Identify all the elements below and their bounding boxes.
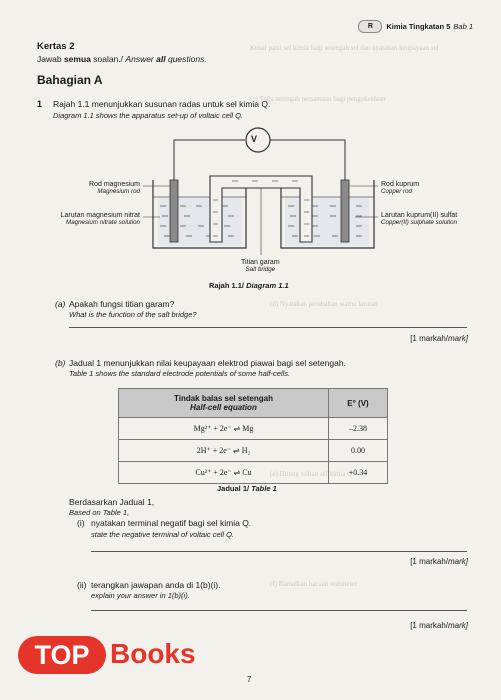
mark-a: [1 markah/mark] <box>410 334 468 343</box>
potential-cell: 0.00 <box>329 440 388 462</box>
show-through-text: (e) Hitung voltan sel kimia Q <box>270 470 353 478</box>
diagram-caption: Rajah 1.1/ Diagram 1.1 <box>209 281 289 290</box>
question-bii-label: (ii) <box>77 580 87 590</box>
based-on-ms: Berdasarkan Jadual 1, <box>69 497 155 507</box>
equation-cell: 2H⁺ + 2e⁻ ⇌ H₂ <box>119 440 329 462</box>
topbooks-logo: TOP Books <box>18 630 178 680</box>
table-row <box>119 462 388 484</box>
table-caption: Jadual 1/ Table 1 <box>217 484 277 493</box>
paper-instruction: Jawab semua soalan./ Answer all questions. <box>37 54 207 64</box>
equation-cell: Cu²⁺ + 2e⁻ ⇌ Cu <box>119 462 329 484</box>
copper-sulphate-label: Larutan kuprum(II) sulfat Copper(II) sulphate solution <box>381 212 458 226</box>
potential-cell: +0.34 <box>329 462 388 484</box>
table-header-equation: Tindak balas sel setengah Half-cell equation <box>119 389 329 418</box>
question-a-label: (a) <box>55 299 66 309</box>
question-bi-text-en: state the negative terminal of voltaic cell Q. <box>91 530 234 539</box>
question-b-text-en: Table 1 shows the standard electrode potentials of some half-cells. <box>69 369 291 378</box>
potential-cell: –2.38 <box>329 418 388 440</box>
show-through-text: Kenal pasti sel kimia bagi setengah sel dan nyatakan keupayaan sel <box>250 44 439 52</box>
section-title: Bahagian A <box>37 73 103 87</box>
question-a-text-en: What is the function of the salt bridge? <box>69 310 197 319</box>
magnesium-rod <box>170 180 178 242</box>
voltmeter <box>246 128 270 152</box>
table-header-potential: E° (V) <box>329 389 388 418</box>
question-number: 1 <box>37 99 43 109</box>
voltaic-cell-diagram <box>0 0 501 300</box>
show-through-text: (f) Ramalkan bacaan voltmeter <box>270 580 357 588</box>
chapter-label: Bab 1 <box>453 21 473 31</box>
question-bi-text-ms: nyatakan terminal negatif bagi sel kimia Q. <box>91 518 252 528</box>
salt-bridge-label: Titian garam Salt bridge <box>241 259 280 273</box>
answer-line-a[interactable] <box>69 327 467 328</box>
question-text-ms: Rajah 1.1 menunjukkan susunan radas untuk sel kimia Q. <box>53 99 271 109</box>
right-beaker <box>281 180 374 248</box>
question-a-text-ms: Apakah fungsi titian garam? <box>69 299 175 309</box>
paper-title: Kertas 2 <box>37 41 75 52</box>
mark-bii: [1 markah/mark] <box>410 621 468 630</box>
question-b-text-ms: Jadual 1 menunjukkan nilai keupayaan elektrod piawai bagi sel setengah. <box>69 358 346 368</box>
book-title: Kimia Tingkatan 5 <box>386 21 451 31</box>
question-bi-label: (i) <box>77 518 85 528</box>
question-bii-text-en: explain your answer in 1(b)(i). <box>91 591 190 600</box>
magnesium-rod-label: Rod magnesium Magnesium rod <box>89 181 140 195</box>
page-number: 7 <box>247 675 252 684</box>
answer-line-bii-1[interactable] <box>91 610 467 611</box>
show-through-text: (d) Nyatakan perubahan warna larutan <box>270 300 378 308</box>
magnesium-nitrate-label: Larutan magnesium nitrat Magnesium nitrate solution <box>60 212 140 226</box>
based-on-en: Based on Table 1, <box>69 508 130 517</box>
equation-cell: Mg²⁺ + 2e⁻ ⇌ Mg <box>119 418 329 440</box>
left-beaker <box>153 180 246 248</box>
mark-bi: [1 markah/mark] <box>410 557 468 566</box>
question-text-en: Diagram 1.1 shows the apparatus set-up of voltaic cell Q. <box>53 111 244 120</box>
question-b-label: (b) <box>55 358 66 368</box>
table-row <box>119 418 388 440</box>
copper-rod <box>341 180 349 242</box>
copper-rod-label: Rod kuprum Copper rod <box>381 181 420 195</box>
answer-line-bi[interactable] <box>91 551 467 552</box>
show-through-text: (c) Tulis setengah persamaan bagi pengoksidaan <box>250 95 386 103</box>
publisher-logo: R <box>358 20 382 33</box>
voltmeter-label: V <box>251 134 258 144</box>
table-row <box>119 440 388 462</box>
question-bii-text-ms: terangkan jawapan anda di 1(b)(i). <box>91 580 221 590</box>
half-cell-table <box>118 388 388 484</box>
